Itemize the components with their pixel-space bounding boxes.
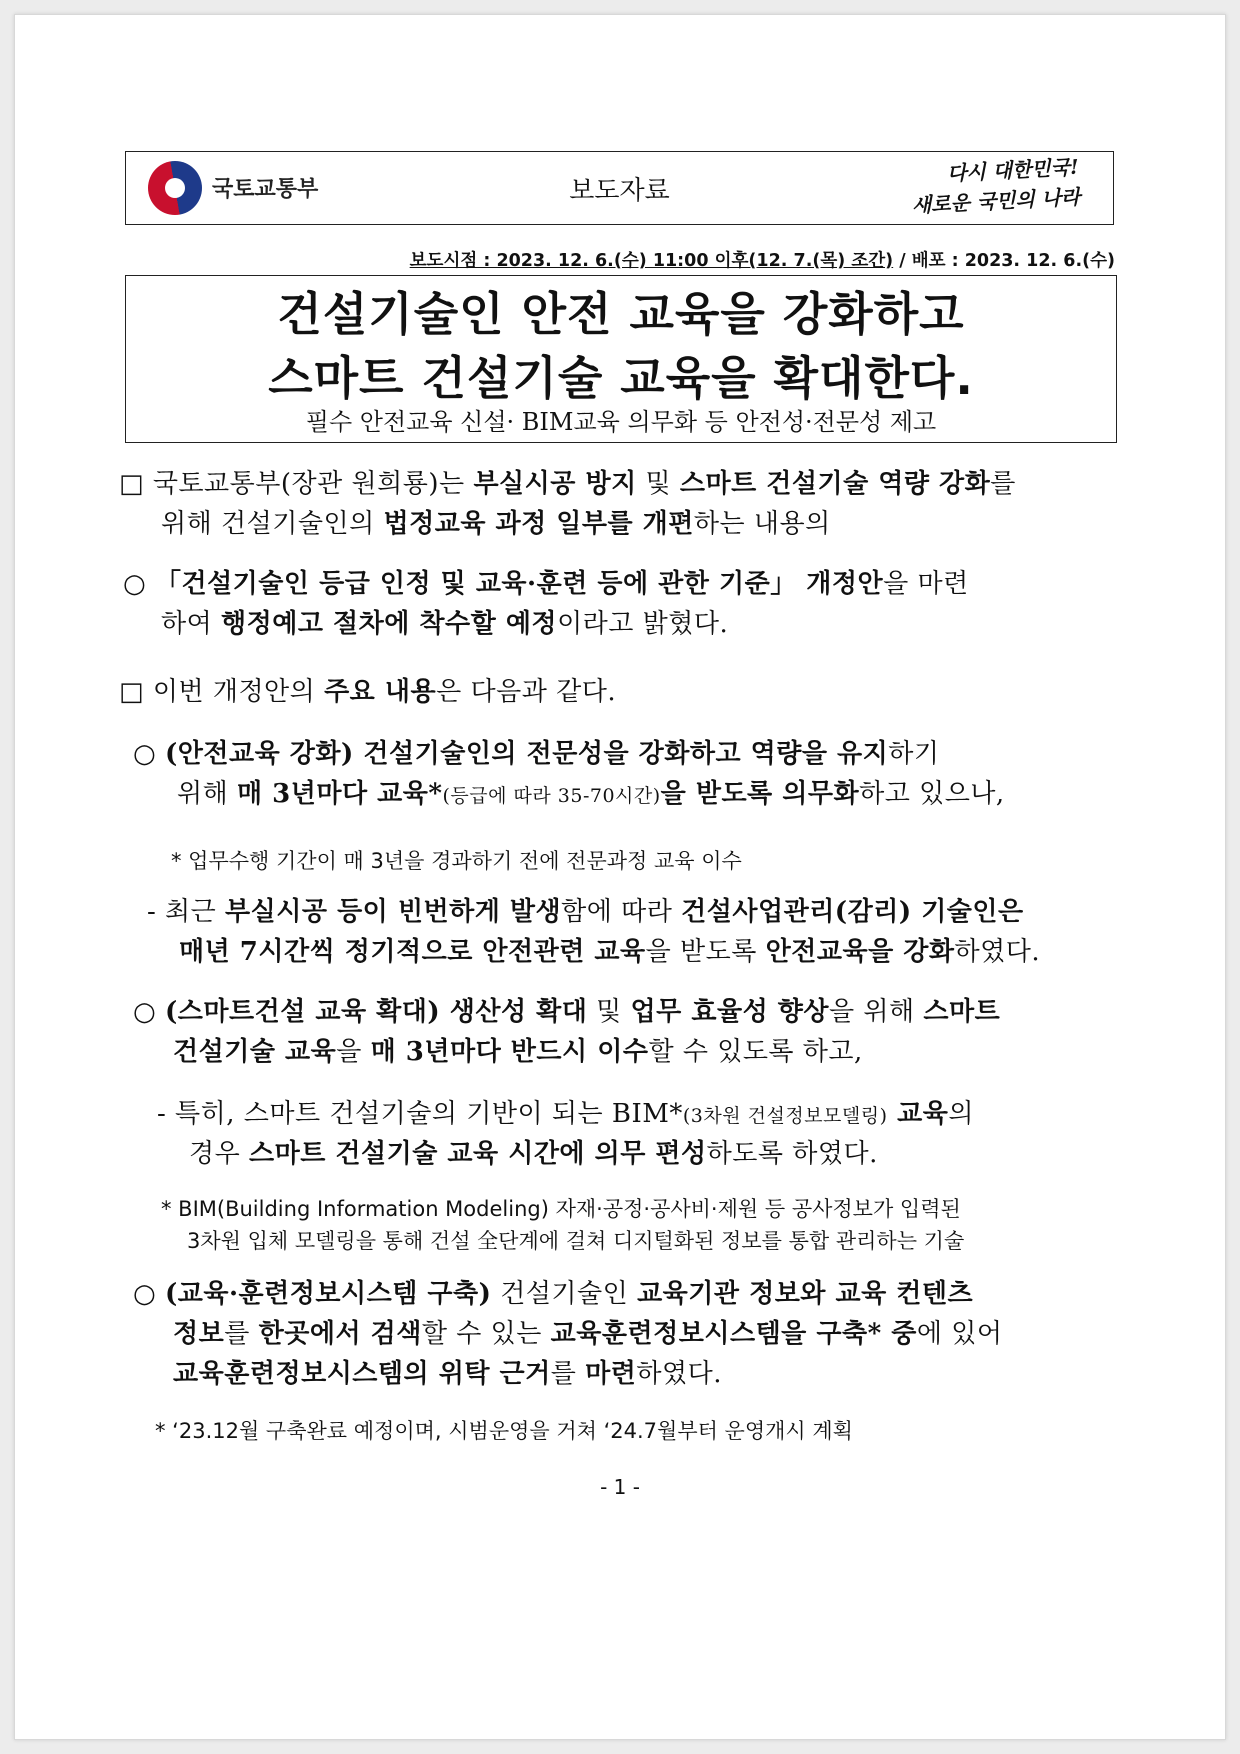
- title-box: [125, 275, 1117, 443]
- slogan-handwriting: [909, 152, 1080, 221]
- paragraph-4-line-2: 위해 매 3년마다 교육*(등급에 따라 35-70시간)을 받도록 의무화하고 있으나,: [177, 779, 1005, 809]
- footnote-1: * 업무수행 기간이 매 3년을 경과하기 전에 전문과정 교육 이수: [171, 849, 742, 873]
- paragraph-4-line-1: ○ (안전교육 강화) 건설기술인의 전문성을 강화하고 역량을 유지하기: [133, 739, 940, 769]
- headline-line-1: 건설기술인 안전 교육을 강화하고: [277, 287, 965, 341]
- paragraph-5-line-2: 매년 7시간씩 정기적으로 안전관련 교육을 받도록 안전교육을 강화하였다.: [179, 937, 1041, 967]
- footnote-2-line-1: * BIM(Building Information Modeling) 자재·공정·공사비·제원 등 공사정보가 입력된: [161, 1197, 961, 1221]
- paragraph-2-line-2: 하여 행정예고 절차에 착수할 예정이라고 밝혔다.: [161, 609, 729, 639]
- paragraph-1-line-1: □ 국토교통부(장관 원희룡)는 부실시공 방지 및 스마트 건설기술 역량 강화를: [119, 469, 1016, 499]
- document-page: [14, 14, 1226, 1740]
- paragraph-3: □ 이번 개정안의 주요 내용은 다음과 같다.: [119, 677, 617, 707]
- footnote-3: * ‘23.12월 구축완료 예정이며, 시범운영을 거쳐 ‘24.7월부터 운영개시 계획: [155, 1419, 853, 1443]
- paragraph-8-line-3: 교육훈련정보시스템의 위탁 근거를 마련하였다.: [173, 1359, 722, 1389]
- paragraph-6-line-1: ○ (스마트건설 교육 확대) 생산성 확대 및 업무 효율성 향상을 위해 스마트: [133, 997, 1001, 1027]
- release-separator: /: [893, 251, 912, 271]
- headline-line-2: 스마트 건설기술 교육을 확대한다.: [268, 351, 974, 405]
- header-box: [125, 151, 1114, 225]
- release-info: [410, 247, 1115, 272]
- ministry-name: 국토교통부: [212, 177, 319, 202]
- distribution-date: 배포 : 2023. 12. 6.(수): [911, 251, 1115, 271]
- slogan-line-2: 새로운 국민의 나라: [910, 184, 1081, 218]
- document-kind: 보도자료: [569, 176, 670, 206]
- paragraph-2-line-1: ○ 「건설기술인 등급 인정 및 교육·훈련 등에 관한 기준」 개정안을 마련: [123, 569, 969, 599]
- paragraph-1-line-2: 위해 건설기술인의 법정교육 과정 일부를 개편하는 내용의: [161, 509, 831, 539]
- page-number: - 1 -: [600, 1475, 640, 1499]
- paragraph-7-line-2: 경우 스마트 건설기술 교육 시간에 의무 편성하도록 하였다.: [189, 1139, 878, 1169]
- subtitle: 필수 안전교육 신설· BIM교육 의무화 등 안전성·전문성 제고: [305, 408, 937, 436]
- slogan-line-1: 다시 대한민국!: [945, 154, 1079, 186]
- paragraph-5-line-1: - 최근 부실시공 등이 빈번하게 발생함에 따라 건설사업관리(감리) 기술인은: [147, 897, 1024, 927]
- paragraph-8-line-2: 정보를 한곳에서 검색할 수 있는 교육훈련정보시스템을 구축* 중에 있어: [173, 1319, 1003, 1349]
- footnote-2-line-2: 3차원 입체 모델링을 통해 건설 全단계에 걸쳐 디지털화된 정보를 통합 관리하는 기술: [187, 1229, 965, 1253]
- headline: [126, 282, 1116, 410]
- paragraph-7-line-1: - 특히, 스마트 건설기술의 기반이 되는 BIM*(3차원 건설정보모델링) 교육의: [157, 1099, 974, 1129]
- paragraph-6-line-2: 건설기술 교육을 매 3년마다 반드시 이수할 수 있도록 하고,: [173, 1037, 863, 1067]
- embargo-time: 보도시점 : 2023. 12. 6.(수) 11:00 이후(12. 7.(목) 조간): [409, 251, 894, 271]
- paragraph-8-line-1: ○ (교육·훈련정보시스템 구축) 건설기술인 교육기관 정보와 교육 컨텐츠: [133, 1279, 974, 1309]
